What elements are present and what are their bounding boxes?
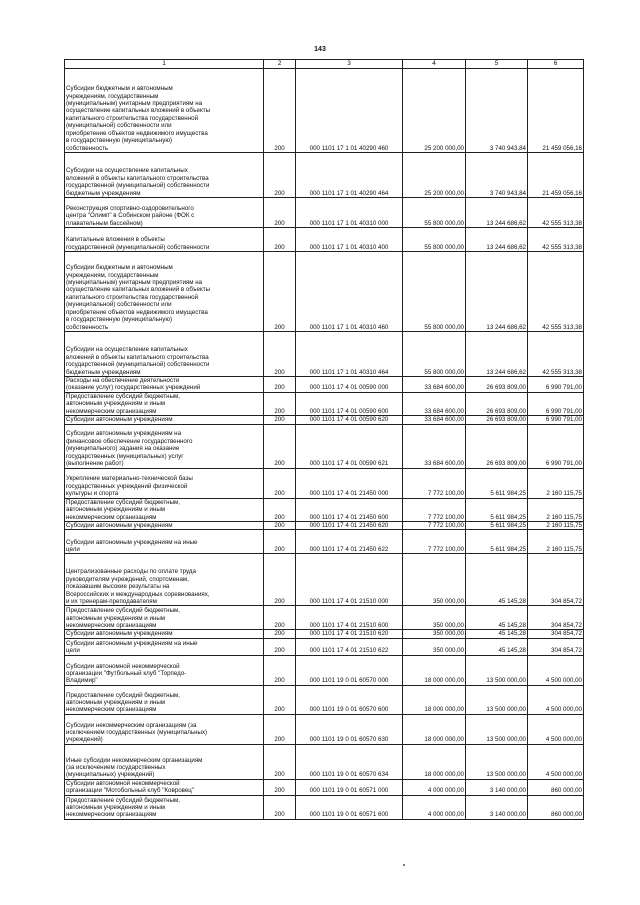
row-executed-cell: 45 145,28 <box>466 638 528 655</box>
table-row <box>65 468 584 498</box>
row-remaining-cell: 42 555 313,38 <box>528 198 584 228</box>
table-row <box>65 153 584 198</box>
row-code-cell: 200 <box>264 685 296 714</box>
row-code-cell: 200 <box>264 638 296 655</box>
row-name-cell: Субсидии на осуществление капитальных вложений в объекты капитального строительства государственной (муниципальной) собственности бюджетным учреждениям <box>65 153 264 198</box>
row-code-cell: 200 <box>264 332 296 377</box>
row-remaining-cell: 6 990 791,00 <box>528 424 584 468</box>
row-approved-cell: 4 000 000,00 <box>403 779 466 795</box>
table-row <box>65 228 584 252</box>
row-executed-cell: 45 145,28 <box>466 554 528 606</box>
row-executed-cell: 26 693 809,00 <box>466 424 528 468</box>
row-approved-cell: 33 684 600,00 <box>403 377 466 393</box>
row-remaining-cell: 2 160 115,75 <box>528 530 584 554</box>
row-remaining-cell: 4 500 000,00 <box>528 744 584 779</box>
row-approved-cell: 350 000,00 <box>403 638 466 655</box>
row-remaining-cell: 860 000,00 <box>528 779 584 795</box>
row-remaining-cell: 42 555 313,38 <box>528 228 584 252</box>
row-name-cell: Предоставление субсидий бюджетным, автономным учреждениям и иным некоммерческим организациям <box>65 795 264 819</box>
row-kbk-cell: 000 1101 17 4 01 21450 000 <box>296 468 403 498</box>
row-executed-cell: 13 244 686,62 <box>466 252 528 332</box>
row-approved-cell: 33 684 600,00 <box>403 392 466 415</box>
table-row <box>65 685 584 714</box>
row-name-cell: Субсидии автономным учреждениям на иные цели <box>65 638 264 655</box>
row-name-cell: Расходы на обеспечение деятельности (оказание услуг) государственных учреждений <box>65 377 264 393</box>
table-row <box>65 252 584 332</box>
row-kbk-cell: 000 1101 17 1 01 40290 460 <box>296 69 403 153</box>
row-approved-cell: 18 000 000,00 <box>403 685 466 714</box>
row-remaining-cell: 6 990 791,00 <box>528 377 584 393</box>
row-executed-cell: 5 611 984,25 <box>466 521 528 529</box>
row-kbk-cell: 000 1101 17 4 01 21450 620 <box>296 521 403 529</box>
row-approved-cell: 7 772 100,00 <box>403 521 466 529</box>
table-row <box>65 630 584 638</box>
row-executed-cell: 45 145,28 <box>466 606 528 630</box>
row-approved-cell: 25 200 000,00 <box>403 69 466 153</box>
row-executed-cell: 13 500 000,00 <box>466 714 528 744</box>
row-remaining-cell: 304 854,72 <box>528 554 584 606</box>
row-kbk-cell: 000 1101 17 4 01 21450 622 <box>296 530 403 554</box>
row-name-cell: Субсидии автономной некоммерческой организации "Мотобольный клуб "Ковровец" <box>65 779 264 795</box>
row-code-cell: 200 <box>264 228 296 252</box>
column-header-3: 3 <box>296 60 403 69</box>
row-code-cell: 200 <box>264 377 296 393</box>
row-remaining-cell: 4 500 000,00 <box>528 655 584 685</box>
row-executed-cell: 3 740 943,84 <box>466 69 528 153</box>
table-row <box>65 606 584 630</box>
row-code-cell: 200 <box>264 655 296 685</box>
row-remaining-cell: 304 854,72 <box>528 630 584 638</box>
table-row <box>65 521 584 529</box>
row-code-cell: 200 <box>264 69 296 153</box>
row-code-cell: 200 <box>264 252 296 332</box>
row-approved-cell: 55 800 000,00 <box>403 252 466 332</box>
row-remaining-cell: 4 500 000,00 <box>528 685 584 714</box>
row-remaining-cell: 304 854,72 <box>528 606 584 630</box>
row-remaining-cell: 2 160 115,75 <box>528 468 584 498</box>
row-code-cell: 200 <box>264 498 296 521</box>
row-approved-cell: 55 800 000,00 <box>403 332 466 377</box>
row-kbk-cell: 000 1101 17 1 01 40310 460 <box>296 252 403 332</box>
row-kbk-cell: 000 1101 17 4 01 21510 600 <box>296 606 403 630</box>
table-row <box>65 332 584 377</box>
row-code-cell: 200 <box>264 198 296 228</box>
row-executed-cell: 5 611 984,25 <box>466 498 528 521</box>
row-executed-cell: 13 244 686,62 <box>466 228 528 252</box>
table-row <box>65 638 584 655</box>
row-executed-cell: 26 693 809,00 <box>466 392 528 415</box>
row-kbk-cell: 000 1101 17 4 01 21510 620 <box>296 630 403 638</box>
row-code-cell: 200 <box>264 554 296 606</box>
row-approved-cell: 350 000,00 <box>403 630 466 638</box>
table-row <box>65 714 584 744</box>
row-name-cell: Реконструкция спортивно-оздоровительного центра "Олимп" в Собинском районе (ФОК с плавательным бассейном) <box>65 198 264 228</box>
row-name-cell: Предоставление субсидий бюджетным, автономным учреждениям и иным некоммерческим организациям <box>65 498 264 521</box>
row-code-cell: 200 <box>264 424 296 468</box>
row-name-cell: Централизованные расходы по оплате труда руководителям учреждений, спортсменам, показавшим высокие результаты на Всероссийских и международных соревнованиях, и их тренерам-преподавателям <box>65 554 264 606</box>
row-kbk-cell: 000 1101 17 4 01 21510 622 <box>296 638 403 655</box>
row-remaining-cell: 6 990 791,00 <box>528 416 584 424</box>
table-row <box>65 377 584 393</box>
row-name-cell: Субсидии автономным учреждениям <box>65 416 264 424</box>
row-approved-cell: 18 000 000,00 <box>403 744 466 779</box>
row-name-cell: Субсидии некоммерческим организациям (за исключением государственных (муниципальных) учреждений) <box>65 714 264 744</box>
table-row <box>65 779 584 795</box>
row-remaining-cell: 42 555 313,38 <box>528 332 584 377</box>
row-code-cell: 200 <box>264 392 296 415</box>
row-executed-cell: 3 740 943,84 <box>466 153 528 198</box>
row-kbk-cell: 000 1101 19 0 01 60570 000 <box>296 655 403 685</box>
row-kbk-cell: 000 1101 17 4 01 00590 000 <box>296 377 403 393</box>
row-approved-cell: 25 200 000,00 <box>403 153 466 198</box>
table-row <box>65 795 584 819</box>
row-kbk-cell: 000 1101 19 0 01 60570 630 <box>296 714 403 744</box>
row-kbk-cell: 000 1101 19 0 01 60571 600 <box>296 795 403 819</box>
row-kbk-cell: 000 1101 17 1 01 40310 400 <box>296 228 403 252</box>
table-row <box>65 530 584 554</box>
row-remaining-cell: 4 500 000,00 <box>528 714 584 744</box>
table-row <box>65 655 584 685</box>
row-approved-cell: 18 000 000,00 <box>403 714 466 744</box>
row-name-cell: Субсидии автономным учреждениям <box>65 521 264 529</box>
row-approved-cell: 7 772 100,00 <box>403 498 466 521</box>
row-kbk-cell: 000 1101 17 4 01 00590 620 <box>296 416 403 424</box>
table-row <box>65 416 584 424</box>
row-kbk-cell: 000 1101 19 0 01 60570 600 <box>296 685 403 714</box>
row-remaining-cell: 6 990 791,00 <box>528 392 584 415</box>
row-remaining-cell: 21 459 056,16 <box>528 69 584 153</box>
table-row <box>65 498 584 521</box>
page-number: 143 <box>314 46 326 53</box>
row-approved-cell: 18 000 000,00 <box>403 655 466 685</box>
row-remaining-cell: 2 160 115,75 <box>528 521 584 529</box>
row-name-cell: Субсидии на осуществление капитальных вложений в объекты капитального строительства государственной (муниципальной) собственности бюджетным учреждениям <box>65 332 264 377</box>
row-executed-cell: 13 500 000,00 <box>466 685 528 714</box>
row-remaining-cell: 860 000,00 <box>528 795 584 819</box>
row-name-cell: Субсидии автономным учреждениям на иные цели <box>65 530 264 554</box>
row-approved-cell: 55 800 000,00 <box>403 228 466 252</box>
row-approved-cell: 7 772 100,00 <box>403 468 466 498</box>
row-code-cell: 200 <box>264 714 296 744</box>
row-name-cell: Иные субсидии некоммерческим организациям (за исключением государственных (муниципальных) учреждений) <box>65 744 264 779</box>
row-name-cell: Укрепление материально-технической базы государственных учреждений физической культуры и спорта <box>65 468 264 498</box>
row-code-cell: 200 <box>264 153 296 198</box>
row-kbk-cell: 000 1101 17 4 01 00590 621 <box>296 424 403 468</box>
row-approved-cell: 350 000,00 <box>403 554 466 606</box>
row-executed-cell: 13 500 000,00 <box>466 655 528 685</box>
row-name-cell: Субсидии автономным учреждениям <box>65 630 264 638</box>
row-remaining-cell: 2 160 115,75 <box>528 498 584 521</box>
row-code-cell: 200 <box>264 630 296 638</box>
row-name-cell: Субсидии автономной некоммерческой организации "Футбольный клуб "Торпедо- Владимир" <box>65 655 264 685</box>
row-kbk-cell: 000 1101 17 4 01 21510 000 <box>296 554 403 606</box>
table-header-row <box>65 60 584 69</box>
row-approved-cell: 55 800 000,00 <box>403 198 466 228</box>
row-code-cell: 200 <box>264 530 296 554</box>
row-kbk-cell: 000 1101 17 4 01 00590 600 <box>296 392 403 415</box>
table-row <box>65 69 584 153</box>
row-approved-cell: 350 000,00 <box>403 606 466 630</box>
row-kbk-cell: 000 1101 19 0 01 60571 000 <box>296 779 403 795</box>
row-executed-cell: 5 611 984,25 <box>466 530 528 554</box>
row-code-cell: 200 <box>264 521 296 529</box>
row-approved-cell: 33 684 600,00 <box>403 416 466 424</box>
row-kbk-cell: 000 1101 17 1 01 40290 464 <box>296 153 403 198</box>
row-code-cell: 200 <box>264 468 296 498</box>
row-code-cell: 200 <box>264 744 296 779</box>
row-remaining-cell: 42 555 313,38 <box>528 252 584 332</box>
row-executed-cell: 13 500 000,00 <box>466 744 528 779</box>
row-name-cell: Предоставление субсидий бюджетным, автономным учреждениям и иным некоммерческим организациям <box>65 685 264 714</box>
row-executed-cell: 26 693 809,00 <box>466 377 528 393</box>
row-name-cell: Субсидии автономным учреждениям на финансовое обеспечение государственного (муниципального) задания на оказание государственных (муниципальных) услуг (выполнение работ) <box>65 424 264 468</box>
row-name-cell: Капитальные вложения в объекты государственной (муниципальной) собственности <box>65 228 264 252</box>
row-code-cell: 200 <box>264 779 296 795</box>
column-header-6: 6 <box>528 60 584 69</box>
row-remaining-cell: 21 459 056,16 <box>528 153 584 198</box>
row-approved-cell: 4 000 000,00 <box>403 795 466 819</box>
budget-table <box>64 59 584 820</box>
row-executed-cell: 45 145,28 <box>466 630 528 638</box>
row-name-cell: Предоставление субсидий бюджетным, автономным учреждениям и иным некоммерческим организациям <box>65 606 264 630</box>
row-kbk-cell: 000 1101 17 4 01 21450 600 <box>296 498 403 521</box>
row-kbk-cell: 000 1101 19 0 01 60570 634 <box>296 744 403 779</box>
column-header-4: 4 <box>403 60 466 69</box>
row-kbk-cell: 000 1101 17 1 01 40310 000 <box>296 198 403 228</box>
row-executed-cell: 5 611 984,25 <box>466 468 528 498</box>
row-executed-cell: 26 693 809,00 <box>466 416 528 424</box>
scan-speck <box>403 864 405 866</box>
row-name-cell: Предоставление субсидий бюджетным, автономным учреждениям и иным некоммерческим организациям <box>65 392 264 415</box>
row-remaining-cell: 304 854,72 <box>528 638 584 655</box>
column-header-2: 2 <box>264 60 296 69</box>
row-executed-cell: 3 140 000,00 <box>466 795 528 819</box>
table-row <box>65 424 584 468</box>
row-code-cell: 200 <box>264 795 296 819</box>
row-approved-cell: 33 684 600,00 <box>403 424 466 468</box>
row-name-cell: Субсидии бюджетным и автономным учреждениям, государственным (муниципальным) унитарным предприятиям на осуществление капитальных вложений в объекты капитального строительства государственной (муниципальной) собственности или приобретение объектов недвижимого имущества в государственную (муниципальную) собственность <box>65 69 264 153</box>
row-approved-cell: 7 772 100,00 <box>403 530 466 554</box>
row-executed-cell: 13 244 686,62 <box>466 332 528 377</box>
row-executed-cell: 13 244 686,62 <box>466 198 528 228</box>
row-code-cell: 200 <box>264 416 296 424</box>
table-row <box>65 392 584 415</box>
table-row <box>65 744 584 779</box>
row-name-cell: Субсидии бюджетным и автономным учреждениям, государственным (муниципальным) унитарным предприятиям на осуществление капитальных вложений в объекты капитального строительства государственной (муниципальной) собственности или приобретение объектов недвижимого имущества в государственную (муниципальную) собственность <box>65 252 264 332</box>
row-executed-cell: 3 140 000,00 <box>466 779 528 795</box>
table-row <box>65 554 584 606</box>
table-row <box>65 198 584 228</box>
row-code-cell: 200 <box>264 606 296 630</box>
row-kbk-cell: 000 1101 17 1 01 40310 464 <box>296 332 403 377</box>
table-body <box>65 69 584 820</box>
column-header-5: 5 <box>466 60 528 69</box>
column-header-1: 1 <box>65 60 264 69</box>
